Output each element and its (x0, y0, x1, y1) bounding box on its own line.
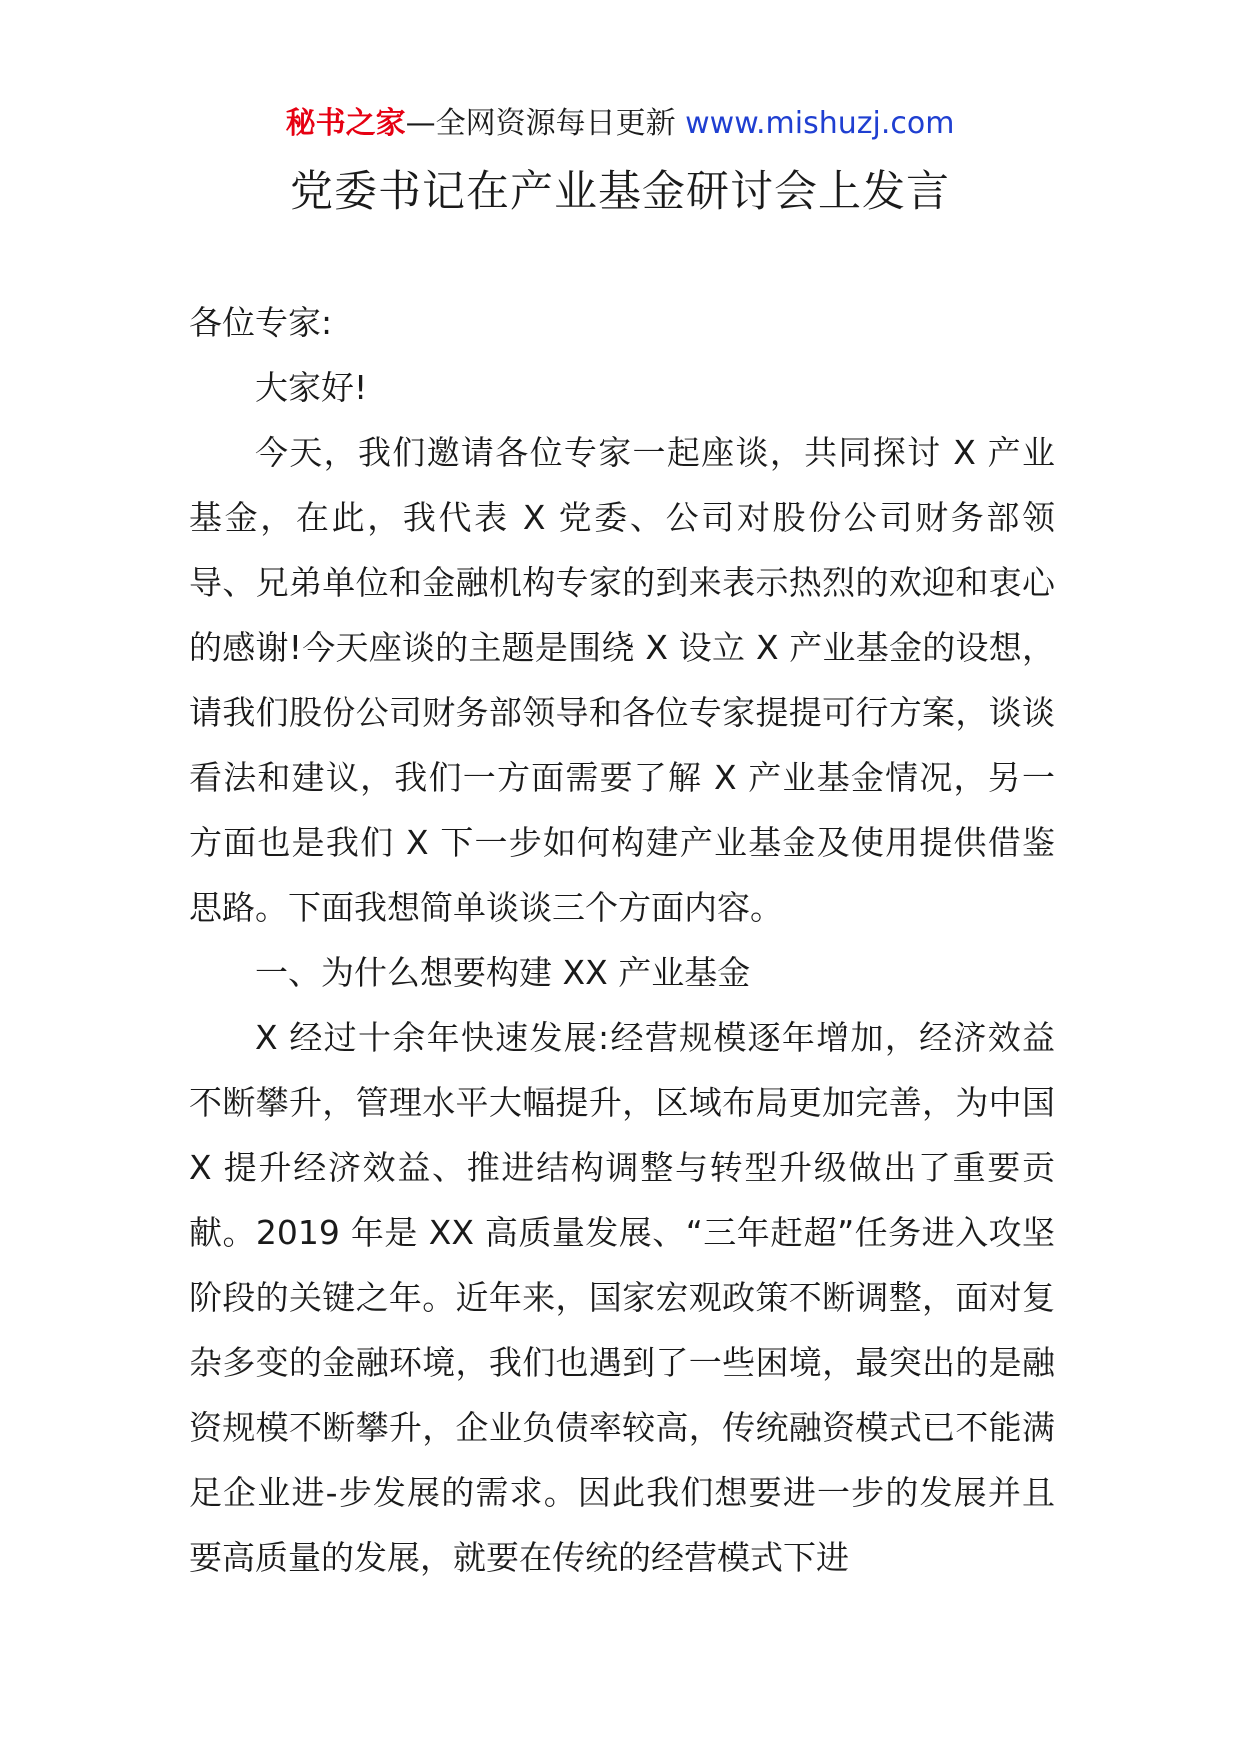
document-body (189, 290, 1055, 1590)
site-brand: 秘书之家 (285, 106, 406, 141)
site-url-link[interactable]: www.mishuzj.com (685, 106, 955, 141)
section-heading-1: 一、为什么想要构建 XX 产业基金 (255, 953, 751, 992)
document-title: 党委书记在产业基金研讨会上发言 (290, 167, 950, 217)
paragraph-intro: 今天，我们邀请各位专家一起座谈，共同探讨 X 产业基金，在此，我代表 X 党委、公司对股份公司财务部领导、兄弟单位和金融机构专家的到来表示热烈的欢迎和衷心的感谢!今天座谈的主题是围绕 X 设立 X 产业基金的设想，请我们股份公司财务部领导和各位专家提提可行方案，谈谈看法和建议，我们一方面需要了解 X 产业基金情况，另一方面也是我们 X 下一步如何构建产业基金及使用提供借鉴思路。下面我想简单谈谈三个方面内容。 (189, 433, 1055, 927)
paragraph-section-1: X 经过十余年快速发展:经营规模逐年增加，经济效益不断攀升，管理水平大幅提升，区域布局更加完善，为中国 X 提升经济效益、推进结构调整与转型升级做出了重要贡献。2019 年是 XX 高质量发展、“三年赶超”任务进入攻坚阶段的关键之年。近年来，国家宏观政策不断调整，面对复杂多变的金融环境，我们也遇到了一些困境，最突出的是融资规模不断攀升，企业负债率较高，传统融资模式已不能满足企业进-步发展的需求。因此我们想要进一步的发展并且要高质量的发展，就要在传统的经营模式下进 (189, 1018, 1055, 1577)
site-header (0, 104, 1240, 144)
site-slogan: —全网资源每日更新 (405, 106, 676, 141)
greeting: 大家好! (255, 368, 368, 407)
salutation: 各位专家: (189, 303, 333, 342)
